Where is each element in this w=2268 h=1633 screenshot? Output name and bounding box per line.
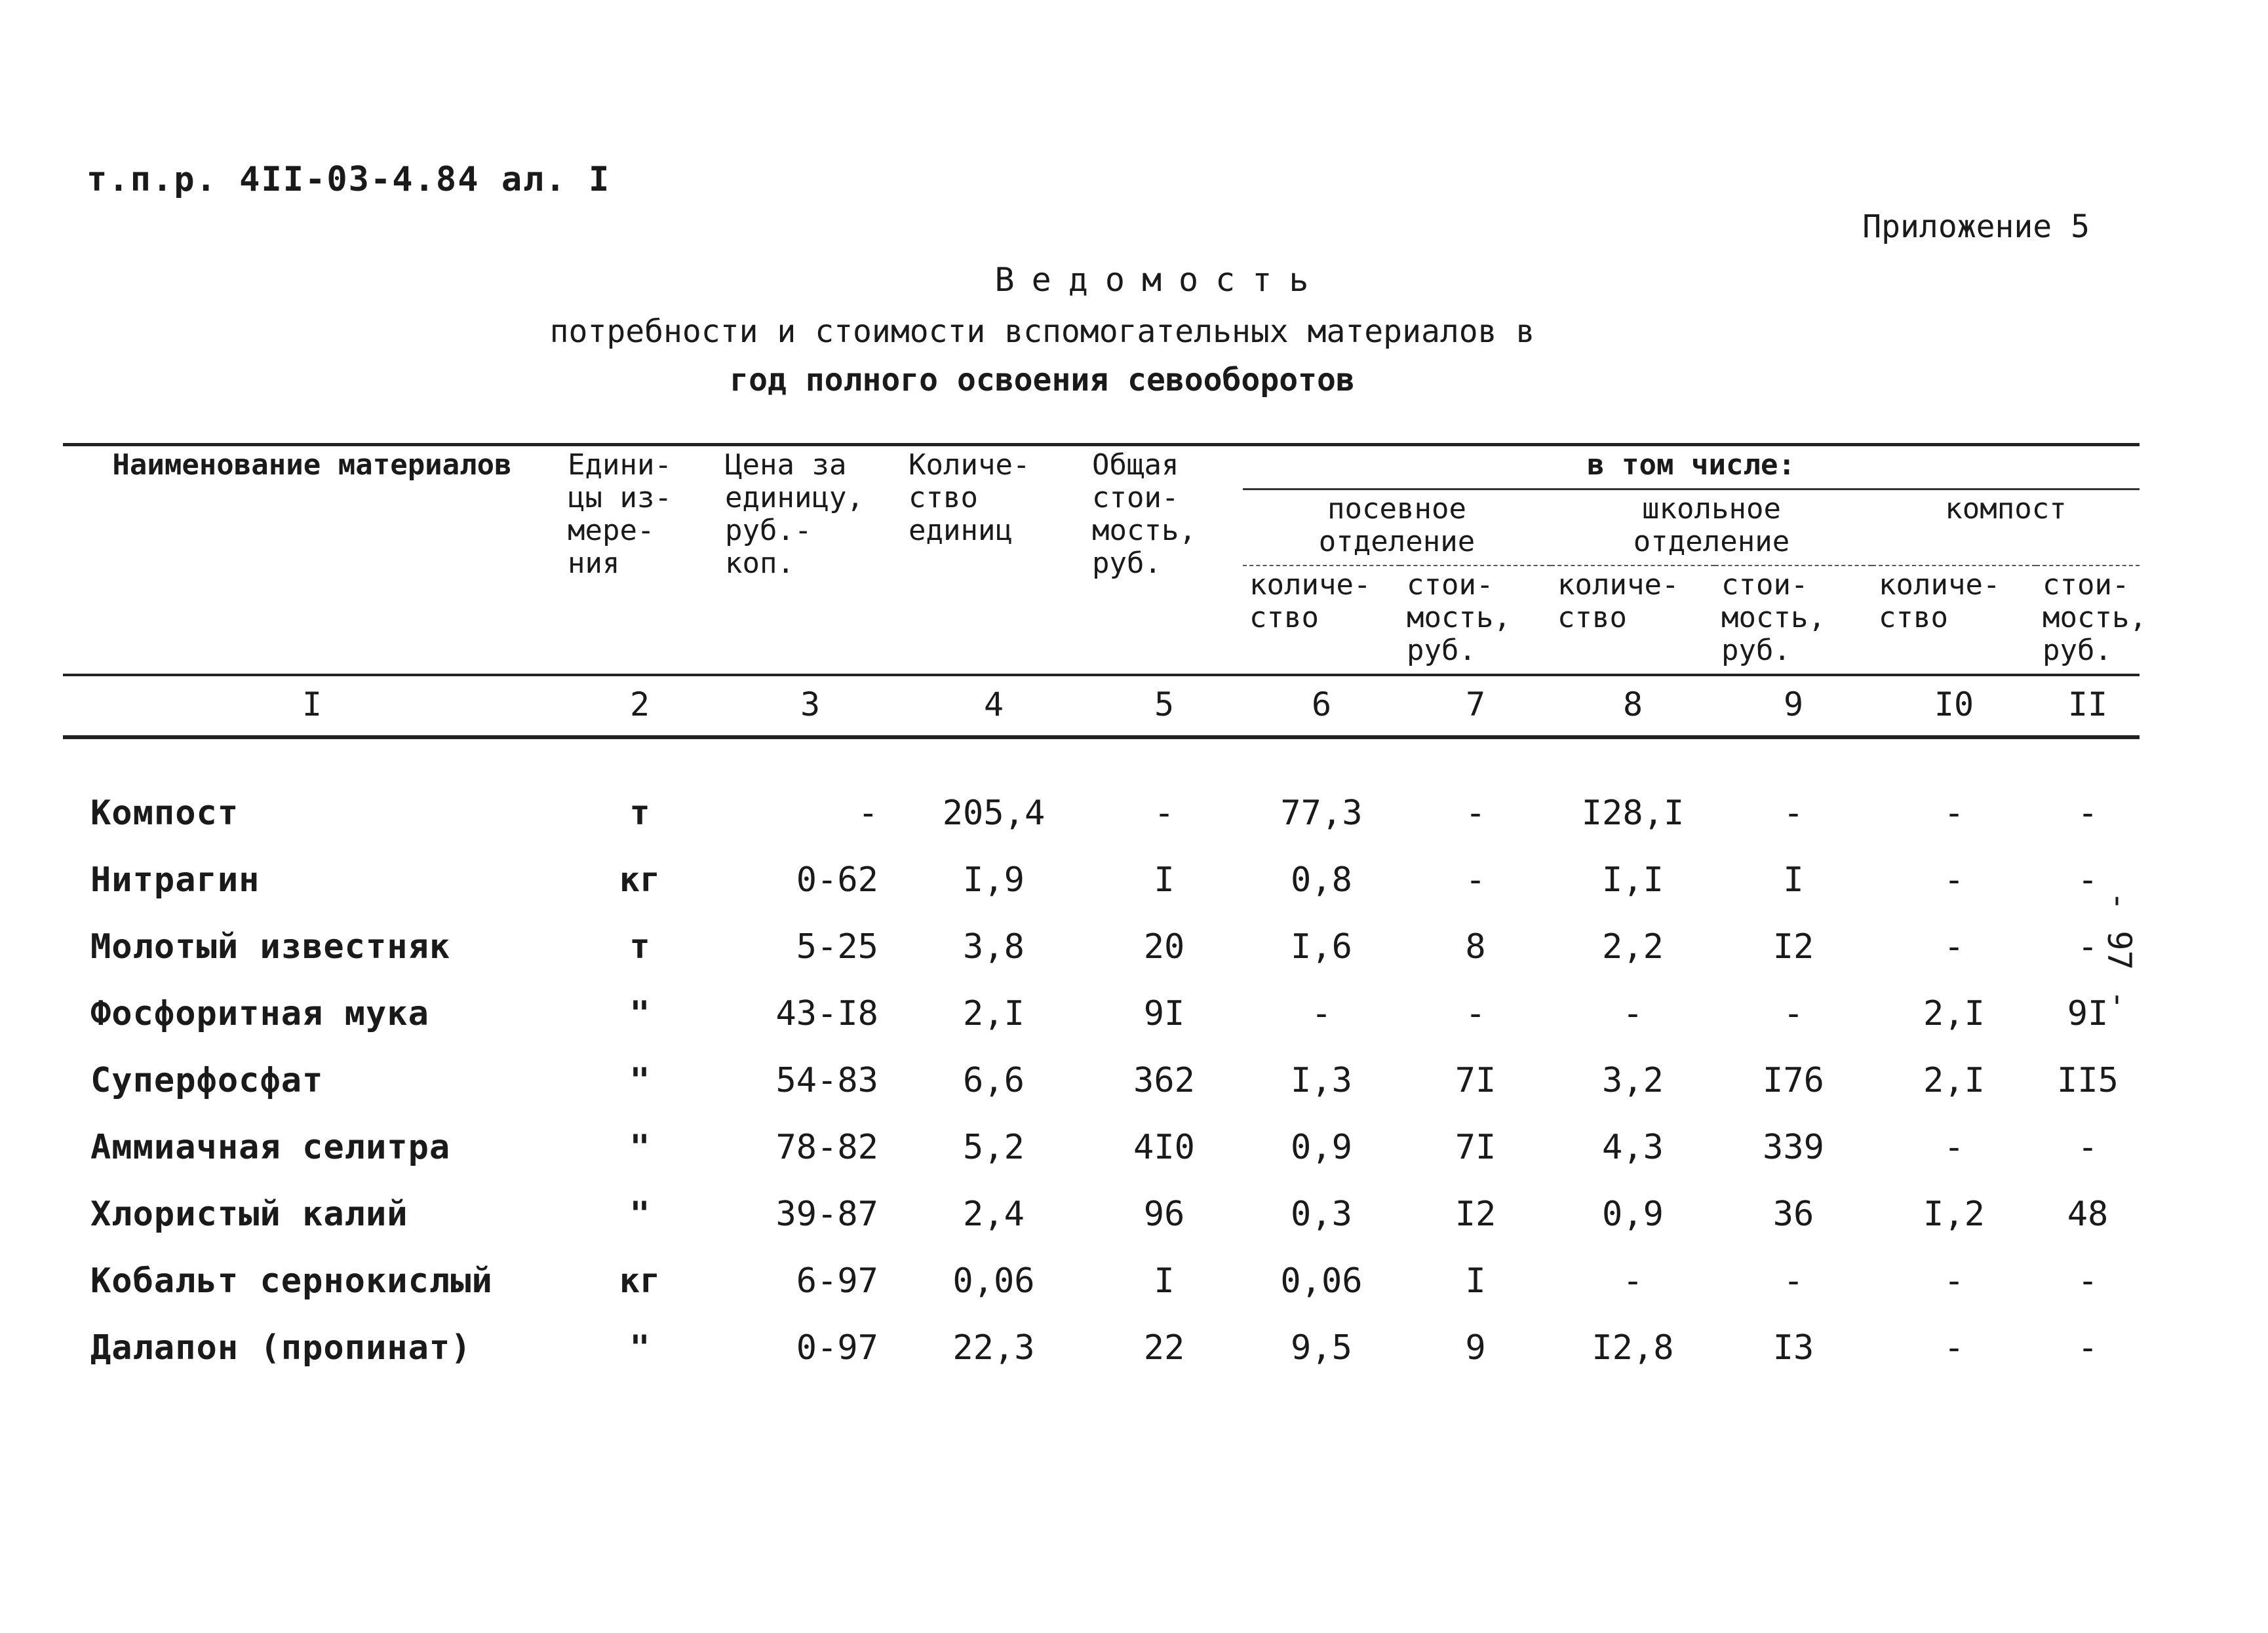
school-cost-cell: - bbox=[1783, 794, 1804, 833]
school-qty-cell: 2,2 bbox=[1602, 927, 1664, 967]
price-cell: 39-87 bbox=[775, 1195, 878, 1234]
sowing-cost-cell: 7I bbox=[1455, 1061, 1496, 1100]
school-qty-cell: I,I bbox=[1602, 860, 1664, 900]
sowing-qty-cell: 77,3 bbox=[1280, 794, 1363, 833]
quantity-cell: 3,8 bbox=[963, 927, 1025, 967]
header-name: Наименование материалов bbox=[63, 445, 561, 676]
unit-cell: т bbox=[629, 927, 650, 967]
school-qty-cell: - bbox=[1622, 1261, 1643, 1301]
compost-cost-cell: - bbox=[2077, 927, 2098, 967]
school-cost-cell: I76 bbox=[1763, 1061, 1824, 1100]
sowing-qty-cell: 0,9 bbox=[1291, 1128, 1352, 1167]
table-row bbox=[63, 913, 2140, 980]
quantity-cell: 0,06 bbox=[952, 1261, 1035, 1301]
compost-qty-cell: I,2 bbox=[1923, 1195, 1985, 1234]
school-cost-cell: - bbox=[1783, 1261, 1804, 1301]
school-cost-cell: - bbox=[1783, 994, 1804, 1033]
compost-cost-cell: - bbox=[2077, 860, 2098, 900]
header-sowing-department: посевное отделение bbox=[1243, 490, 1551, 566]
sowing-cost-cell: 9 bbox=[1465, 1328, 1486, 1368]
compost-qty-cell: - bbox=[1944, 927, 1965, 967]
sowing-qty-cell: I,3 bbox=[1291, 1061, 1352, 1100]
unit-cell: т bbox=[629, 794, 650, 833]
sowing-qty-cell: 0,8 bbox=[1291, 860, 1352, 900]
spacer bbox=[63, 737, 2140, 780]
column-number: 6 bbox=[1243, 675, 1400, 737]
sowing-cost-cell: - bbox=[1465, 794, 1486, 833]
table-row bbox=[63, 1248, 2140, 1315]
material-name: Нитрагин bbox=[90, 860, 260, 900]
column-number: 2 bbox=[561, 675, 718, 737]
sowing-cost-cell: 8 bbox=[1465, 927, 1486, 967]
header-including: в том числе: bbox=[1243, 445, 2140, 490]
price-cell: 0-62 bbox=[796, 860, 878, 900]
table-row bbox=[63, 1315, 2140, 1381]
compost-qty-cell: 2,I bbox=[1923, 994, 1985, 1033]
page-number: - 97 - bbox=[2100, 891, 2138, 1010]
total-cell: 22 bbox=[1143, 1328, 1185, 1368]
quantity-cell: 22,3 bbox=[952, 1328, 1035, 1368]
compost-cost-cell: - bbox=[2077, 794, 2098, 833]
compost-cost-cell: 48 bbox=[2067, 1195, 2109, 1234]
compost-cost-cell: 9I bbox=[2067, 994, 2109, 1033]
school-cost-cell: I bbox=[1783, 860, 1804, 900]
price-cell: 43-I8 bbox=[775, 994, 878, 1033]
table-row bbox=[63, 980, 2140, 1047]
compost-qty-cell: - bbox=[1944, 1328, 1965, 1368]
sowing-qty-cell: 0,06 bbox=[1280, 1261, 1363, 1301]
header-quantity: Количе- ство единиц bbox=[902, 445, 1085, 676]
sowing-qty-cell: - bbox=[1311, 994, 1332, 1033]
table-row bbox=[63, 1047, 2140, 1114]
appendix-label: Приложение 5 bbox=[1862, 208, 2090, 245]
column-number: 7 bbox=[1400, 675, 1551, 737]
price-cell: 54-83 bbox=[775, 1061, 878, 1100]
header-compost-qty: количе- ство bbox=[1879, 568, 2001, 634]
total-cell: I bbox=[1154, 1261, 1175, 1301]
unit-cell: кг bbox=[619, 1261, 661, 1301]
sowing-cost-cell: 7I bbox=[1455, 1128, 1496, 1167]
quantity-cell: 2,4 bbox=[963, 1195, 1025, 1234]
sowing-qty-cell: 9,5 bbox=[1291, 1328, 1352, 1368]
compost-cost-cell: II5 bbox=[2057, 1061, 2119, 1100]
unit-cell: " bbox=[629, 1328, 650, 1368]
total-cell: 4I0 bbox=[1133, 1128, 1195, 1167]
column-numbers-row bbox=[63, 675, 2140, 737]
material-name: Аммиачная селитра bbox=[90, 1128, 451, 1167]
school-qty-cell: I2,8 bbox=[1592, 1328, 1674, 1368]
school-qty-cell: I28,I bbox=[1581, 794, 1685, 833]
column-number: 3 bbox=[718, 675, 902, 737]
compost-cost-cell: - bbox=[2077, 1328, 2098, 1368]
materials-table bbox=[63, 443, 2147, 1381]
table-row bbox=[63, 1114, 2140, 1181]
material-name: Суперфосфат bbox=[90, 1061, 324, 1100]
header-school-cost: стои- мость, руб. bbox=[1721, 568, 1826, 667]
total-cell: I bbox=[1154, 860, 1175, 900]
column-number: 8 bbox=[1551, 675, 1715, 737]
header-school-department: школьное отделение bbox=[1551, 490, 1872, 566]
school-qty-cell: 0,9 bbox=[1602, 1195, 1664, 1234]
material-name: Компост bbox=[90, 794, 239, 833]
price-cell: 0-97 bbox=[796, 1328, 878, 1368]
school-qty-cell: 4,3 bbox=[1602, 1128, 1664, 1167]
school-qty-cell: 3,2 bbox=[1602, 1061, 1664, 1100]
material-name: Далапон (пропинат) bbox=[90, 1328, 472, 1368]
material-name: Фосфоритная мука bbox=[90, 994, 429, 1033]
document-subtitle-line-1: потребности и стоимости вспомогательных материалов в bbox=[549, 313, 1535, 350]
school-qty-cell: - bbox=[1622, 994, 1643, 1033]
sowing-cost-cell: - bbox=[1465, 994, 1486, 1033]
price-cell: 6-97 bbox=[796, 1261, 878, 1301]
quantity-cell: 205,4 bbox=[942, 794, 1046, 833]
sowing-cost-cell: I2 bbox=[1455, 1195, 1496, 1234]
price-cell: 5-25 bbox=[796, 927, 878, 967]
sowing-qty-cell: I,6 bbox=[1291, 927, 1352, 967]
column-number: 5 bbox=[1085, 675, 1243, 737]
total-cell: - bbox=[1154, 794, 1175, 833]
table-row bbox=[63, 1181, 2140, 1248]
materials-table-wrapper bbox=[63, 443, 2147, 1381]
price-cell: 78-82 bbox=[775, 1128, 878, 1167]
quantity-cell: 5,2 bbox=[963, 1128, 1025, 1167]
column-number: I0 bbox=[1872, 675, 2036, 737]
sowing-qty-cell: 0,3 bbox=[1291, 1195, 1352, 1234]
total-cell: 20 bbox=[1143, 927, 1185, 967]
header-price: Цена за единицу, руб.- коп. bbox=[718, 445, 902, 676]
sowing-cost-cell: I bbox=[1465, 1261, 1486, 1301]
header-unit: Едини- цы из- мере- ния bbox=[561, 445, 718, 676]
total-cell: 96 bbox=[1143, 1195, 1185, 1234]
column-number: 4 bbox=[902, 675, 1085, 737]
unit-cell: " bbox=[629, 1128, 650, 1167]
table-row bbox=[63, 847, 2140, 913]
material-name: Хлористый калий bbox=[90, 1195, 408, 1234]
unit-cell: " bbox=[629, 1195, 650, 1234]
column-number: II bbox=[2036, 675, 2140, 737]
compost-cost-cell: - bbox=[2077, 1128, 2098, 1167]
compost-qty-cell: 2,I bbox=[1923, 1061, 1985, 1100]
column-number: I bbox=[63, 675, 561, 737]
school-cost-cell: 339 bbox=[1763, 1128, 1824, 1167]
compost-qty-cell: - bbox=[1944, 860, 1965, 900]
unit-cell: кг bbox=[619, 860, 661, 900]
column-number: 9 bbox=[1715, 675, 1872, 737]
document-title: Ведомость bbox=[994, 261, 1326, 299]
compost-cost-cell: - bbox=[2077, 1261, 2098, 1301]
compost-qty-cell: - bbox=[1944, 1261, 1965, 1301]
compost-qty-cell: - bbox=[1944, 794, 1965, 833]
unit-cell: " bbox=[629, 1061, 650, 1100]
header-compost: компост bbox=[1872, 490, 2140, 566]
material-name: Молотый известняк bbox=[90, 927, 451, 967]
table-body bbox=[63, 737, 2140, 1381]
unit-cell: " bbox=[629, 994, 650, 1033]
header-sowing-qty: количе- ство bbox=[1249, 568, 1371, 634]
sowing-cost-cell: - bbox=[1465, 860, 1486, 900]
quantity-cell: I,9 bbox=[963, 860, 1025, 900]
price-cell: - bbox=[857, 794, 878, 833]
header-school-qty: количе- ство bbox=[1557, 568, 1679, 634]
header-sowing-cost: стои- мость, руб. bbox=[1407, 568, 1511, 667]
document-code: т.п.р. 4II-03-4.84 ал. I bbox=[87, 160, 611, 199]
material-name: Кобальт сернокислый bbox=[90, 1261, 493, 1301]
table-row bbox=[63, 780, 2140, 847]
header-total-cost: Общая стои- мость, руб. bbox=[1085, 445, 1243, 676]
document-subtitle-line-2: год полного освоения севооборотов bbox=[730, 362, 1355, 398]
quantity-cell: 2,I bbox=[963, 994, 1025, 1033]
school-cost-cell: I3 bbox=[1772, 1328, 1814, 1368]
total-cell: 362 bbox=[1133, 1061, 1195, 1100]
compost-qty-cell: - bbox=[1944, 1128, 1965, 1167]
school-cost-cell: 36 bbox=[1772, 1195, 1814, 1234]
total-cell: 9I bbox=[1143, 994, 1185, 1033]
table-header bbox=[63, 445, 2147, 738]
school-cost-cell: I2 bbox=[1772, 927, 1814, 967]
header-compost-cost: стои- мость, руб. bbox=[2043, 568, 2147, 667]
quantity-cell: 6,6 bbox=[963, 1061, 1025, 1100]
